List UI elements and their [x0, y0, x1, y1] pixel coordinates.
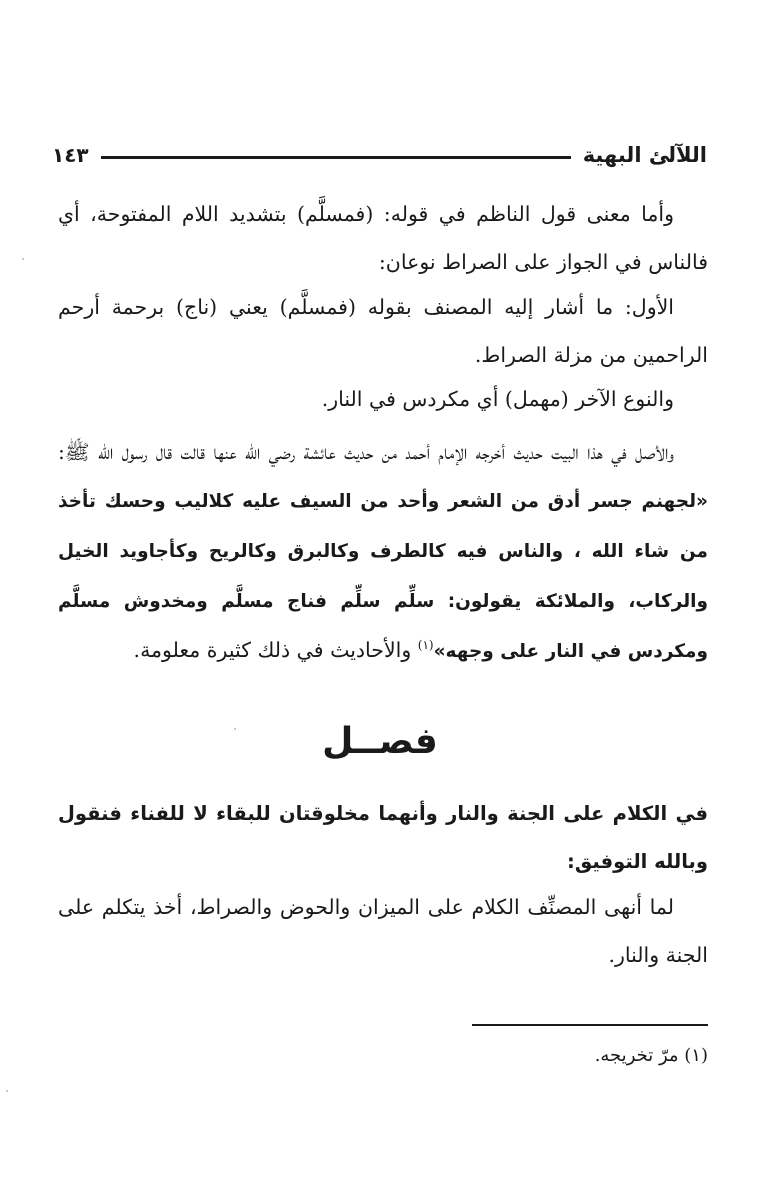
paragraph-text: والنوع الآخر (مهمل) أي مكردس في النار. — [321, 387, 674, 411]
scan-speck — [22, 258, 24, 260]
scan-speck — [234, 728, 236, 730]
scan-speck — [6, 1090, 8, 1092]
paragraph-first-type — [58, 283, 708, 379]
hadith-intro: والأصل في هذا البيت حديث أخرجه الإمام أحمد من حديث عائشة رضي الله عنها قالت قال رسول الله ﷺ: — [58, 440, 674, 464]
hadith-outro: والأحاديث في ذلك كثيرة معلومة. — [133, 638, 418, 662]
paragraph-hadith — [58, 428, 708, 676]
footnote: (١) مرّ تخريجه. — [594, 1045, 708, 1066]
paragraph-meaning — [58, 190, 708, 286]
page-number: ١٤٣ — [52, 143, 89, 167]
footnote-marker[interactable]: (١) — [417, 638, 434, 653]
book-title: اللآلئ البهية — [582, 143, 707, 167]
header-rule — [101, 156, 571, 159]
running-head — [52, 138, 707, 172]
paragraph-text: في الكلام على الجنة والنار وأنهما مخلوقتان للبقاء لا للفناء فنقول وبالله التوفيق: — [58, 802, 708, 873]
paragraph-transition — [58, 883, 708, 979]
section-heading — [0, 712, 760, 772]
paragraph-second-type — [58, 375, 708, 423]
section-heading-text: فصــل — [322, 721, 438, 762]
paragraph-text: لما أنهى المصنِّف الكلام على الميزان والحوض والصراط، أخذ يتكلم على الجنة والنار. — [58, 895, 708, 967]
section-subtitle — [58, 790, 708, 886]
footnote-rule — [472, 1024, 708, 1026]
paragraph-text: وأما معنى قول الناظم في قوله: (فمسلَّم) بتشديد اللام المفتوحة، أي فالناس في الجواز على الصراط نوعان: — [58, 202, 708, 274]
paragraph-text: الأول: ما أشار إليه المصنف بقوله (فمسلَّم) يعني (ناج) برحمة أرحم الراحمين من مزلة الصراط. — [58, 295, 708, 367]
hadith-quote: «لجهنم جسر أدق من الشعر وأحد من السيف عليه كلاليب وحسك تأخذ من شاء الله ، والناس فيه كالطرف وكالبرق وكالريح وكأجاويد الخيل والركاب، والملائكة يقولون: سلِّم سلِّم فناج مسلَّم ومخدوش مسلَّم ومكردس في النار على وجهه» — [58, 491, 708, 662]
